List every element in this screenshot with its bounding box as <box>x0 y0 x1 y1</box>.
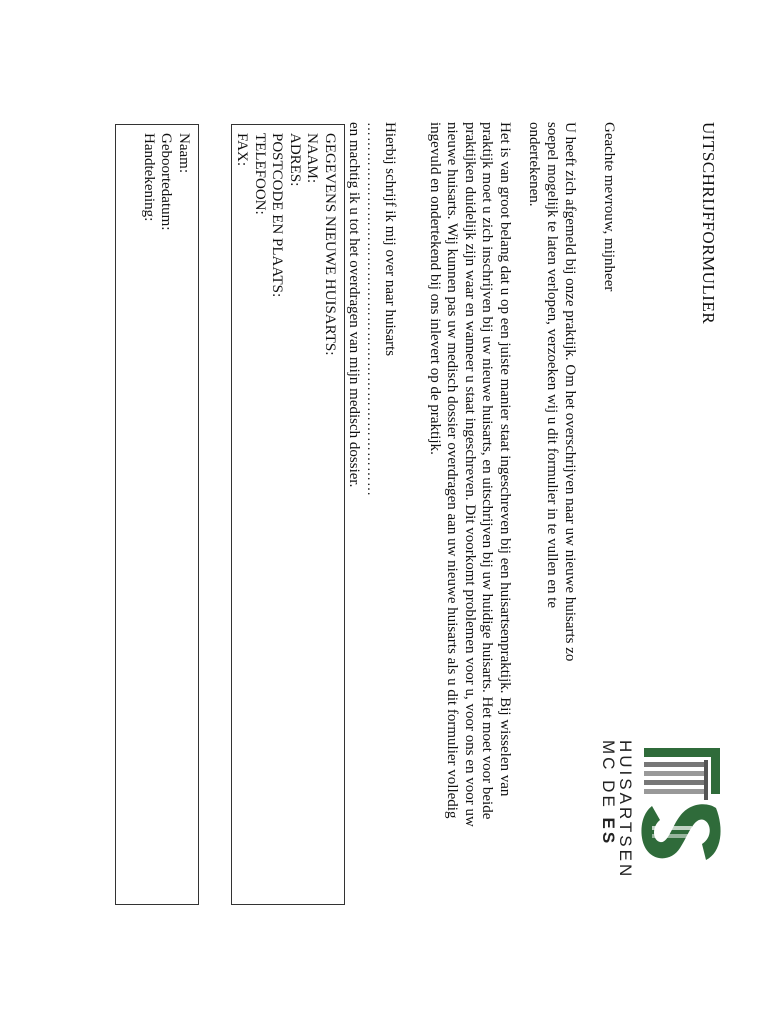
logo-line-1: HUISARTSEN <box>616 740 635 880</box>
declaration-text: Hierbij schrijf ik mij over naar huisarts <box>382 122 398 357</box>
new-gp-phone-field[interactable]: TELEFOON: <box>252 133 268 215</box>
form-title: UITSCHRIJFFORMULIER <box>699 122 718 325</box>
intro-paragraph: U heeft zich afgemeld bij onze praktijk. Om het overschrijven naar uw nieuwe huisarts zo soepel mogelijk te laten verlopen, verzoeken wij u dit formulier in te vullen en te ondertekenen. <box>526 122 578 662</box>
new-gp-heading: GEGEVENS NIEUWE HUISARTS: <box>322 133 338 356</box>
consent-text: en machtig ik u tot het overdragen van mijn medisch dossier. <box>346 122 362 488</box>
new-gp-address-field[interactable]: ADRES: <box>287 133 303 187</box>
patient-birthdate-field[interactable]: Geboortedatum: <box>158 133 175 231</box>
new-gp-postcode-field[interactable]: POSTCODE EN PLAATS: <box>269 133 286 298</box>
patient-signature-field[interactable]: Handtekening: <box>141 133 157 222</box>
new-gp-details-box <box>231 124 345 905</box>
logo-mark-icon <box>636 740 726 900</box>
patient-details-box <box>115 124 199 905</box>
gp-name-dotted-line[interactable]: ………………………………………………………………… <box>364 122 379 497</box>
new-gp-name-field[interactable]: NAAM: <box>304 133 321 184</box>
logo-line-2: MC DE ES <box>599 740 618 847</box>
patient-name-field[interactable]: Naam: <box>176 133 192 173</box>
new-gp-fax-field[interactable]: FAX: <box>234 133 251 167</box>
salutation: Geachte mevrouw, mijnheer <box>601 122 617 292</box>
practice-logo <box>599 740 726 900</box>
body-paragraph: Het is van groot belang dat u op een juiste manier staat ingeschreven bij een huisartsenpraktijk. Bij wisselen van praktijk moet u zich inschrijven bij uw nieuwe huisarts, en uitschrijven bij uw huidige huisarts. Het moet voor beide praktijken duidelijk zijn waar en wanneer u staat ingeschreven. Dit voorkomt problemen voor u, voor ons en voor uw nieuwe huisarts. Wij kunnen pas uw medisch dossier overdragen aan uw nieuwe huisarts als u dit formulier volledig ingevuld en ondertekend bij ons inlevert op de praktijk. <box>427 122 513 827</box>
